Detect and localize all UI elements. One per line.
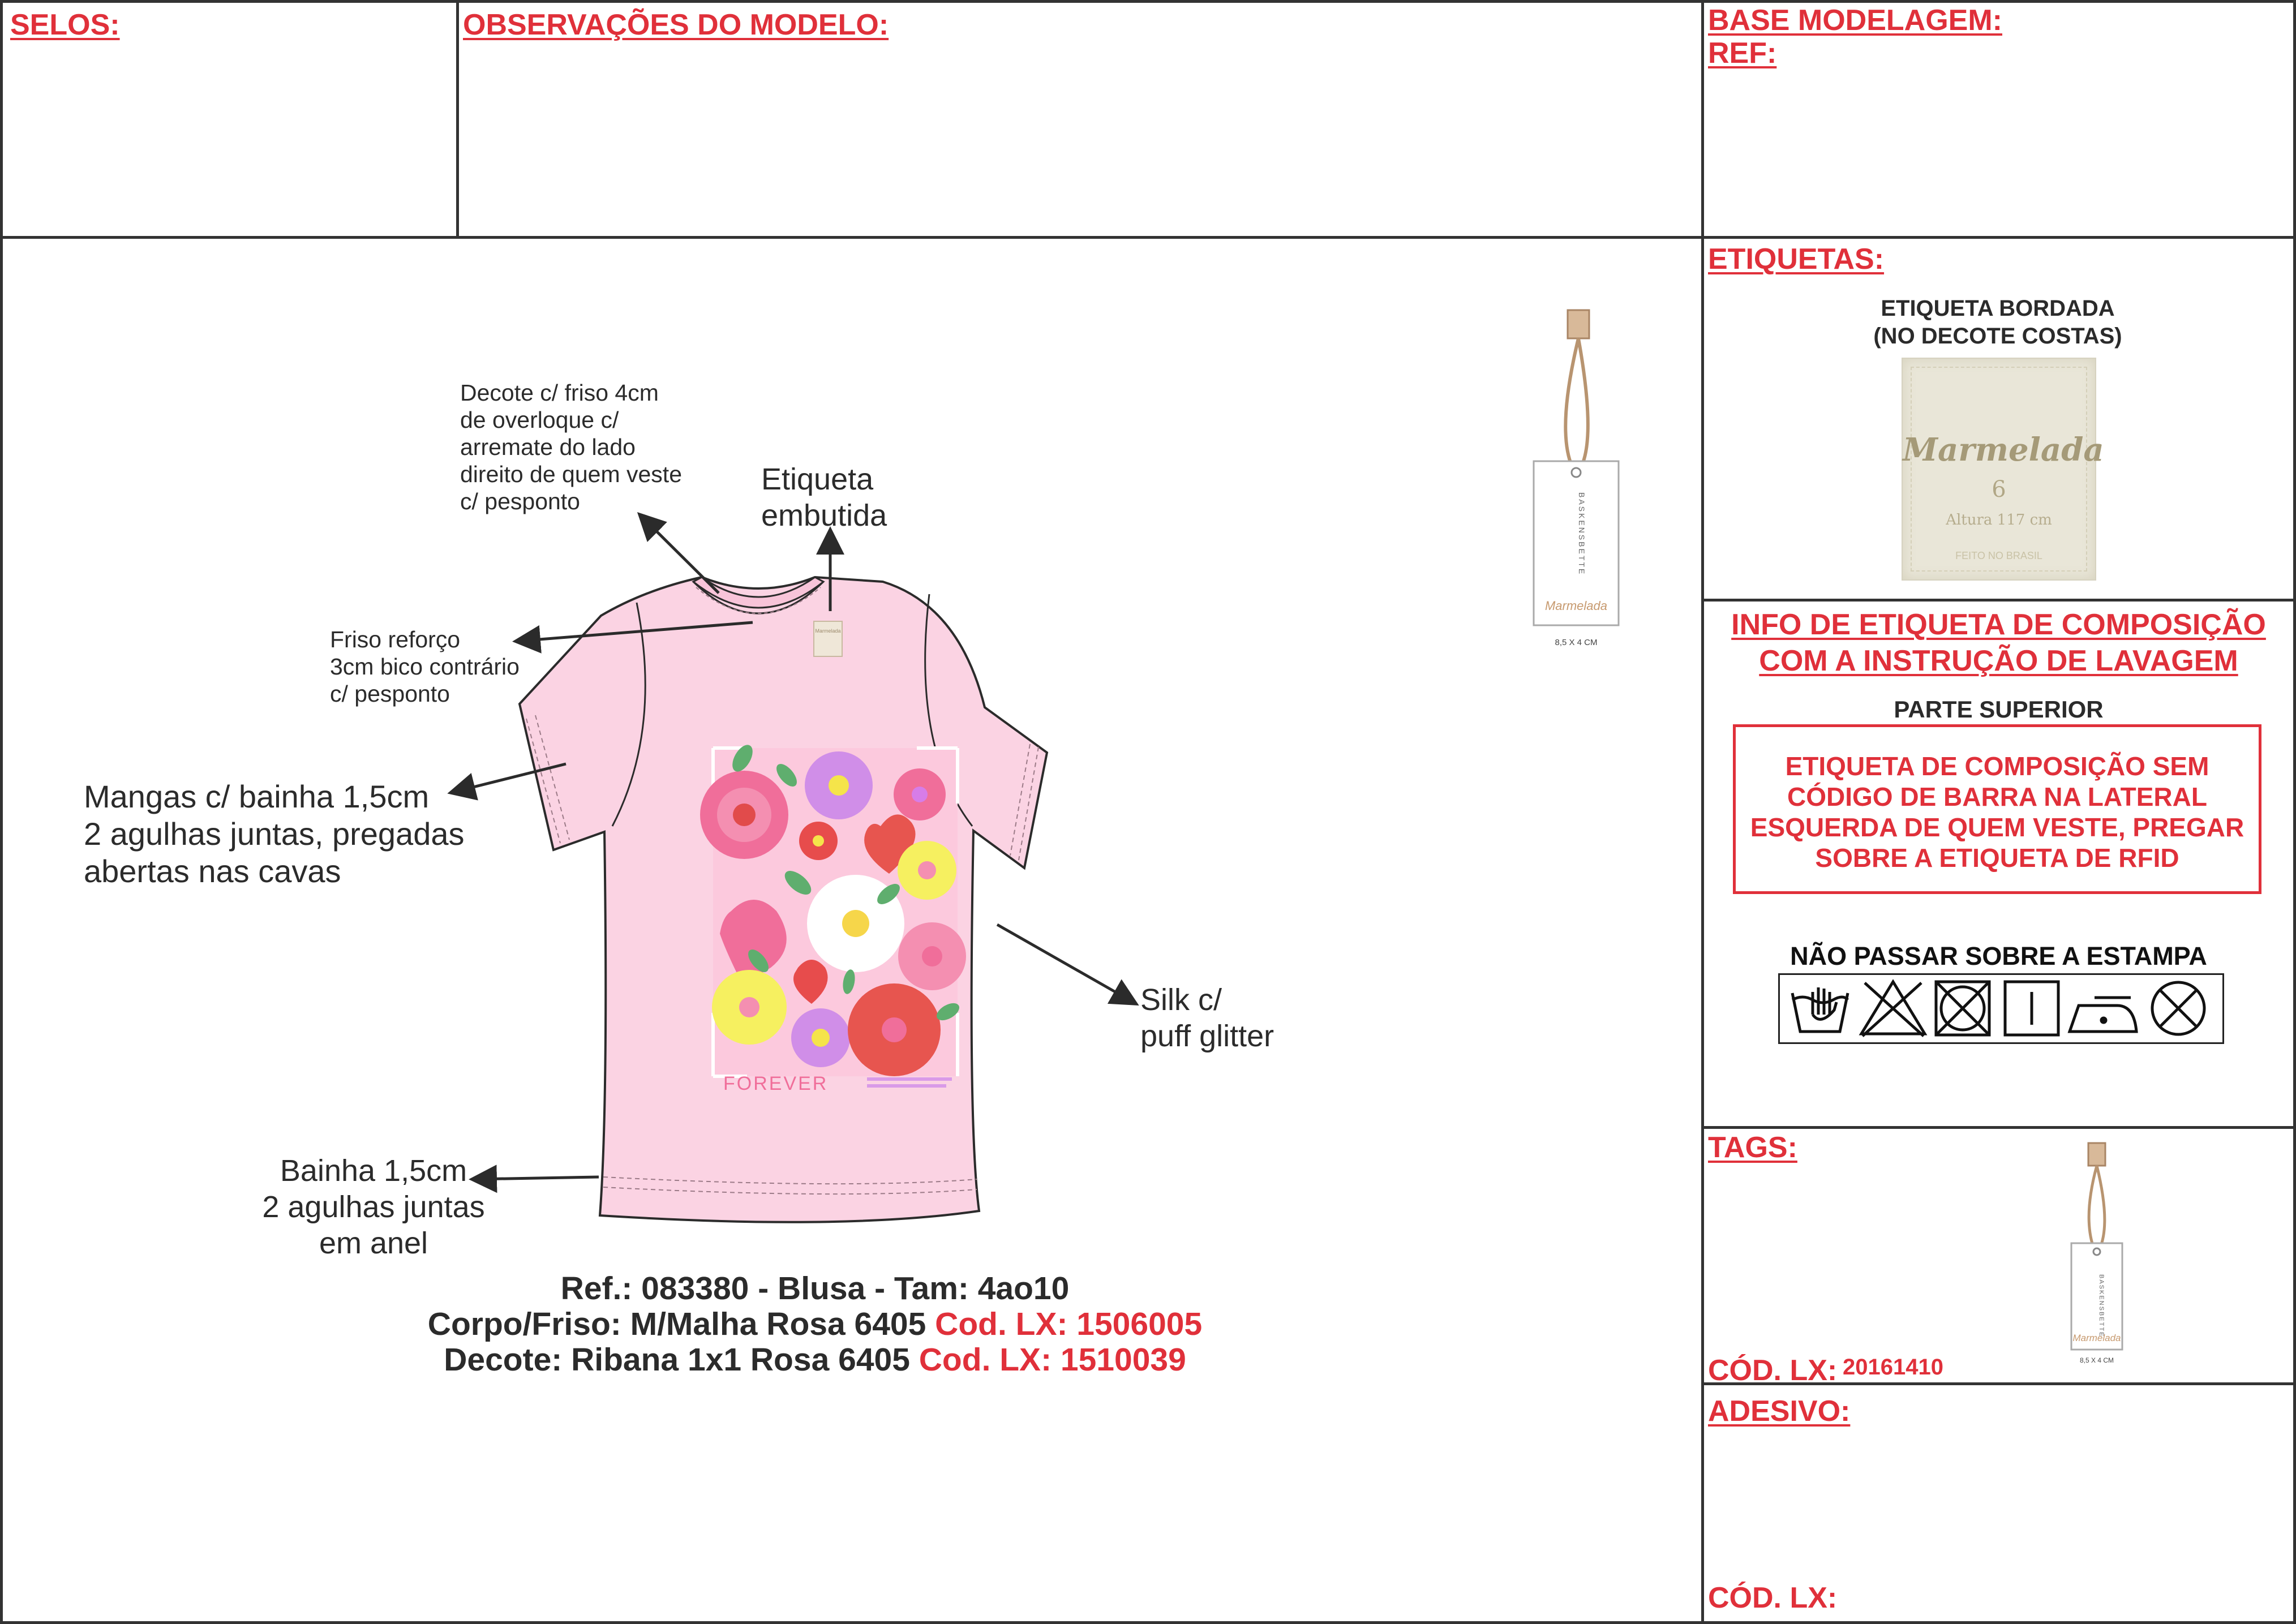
annotation-mangas-line: Mangas c/ bainha 1,5cm [84,779,430,814]
annotation-decote-line: arremate do lado [460,434,636,460]
spec-corpo-cod: Cod. LX: 1506005 [935,1306,1203,1342]
embroidered-label-size: 6 [1992,476,2006,502]
embroidered-label-made: FEITO NO BRASIL [1955,550,2042,561]
annotation-bainha-line: em anel [319,1226,428,1260]
annotation-decote-line: direito de quem veste [460,461,683,487]
spec-decote-cod: Cod. LX: 1510039 [919,1342,1186,1378]
etiqueta-bordada-line1: ETIQUETA BORDADA [1881,296,2115,321]
annotation-decote-line: de overloque c/ [460,407,619,433]
annotation-mangas-line: 2 agulhas juntas, pregadas [84,816,465,852]
hang-tag-large-brand: Marmelada [1544,599,1608,613]
embroidered-label [1902,358,2104,581]
base-modelagem-title: BASE MODELAGEM: [1708,4,2002,37]
hang-tag-small-brand: Marmelada [2072,1333,2121,1343]
neck-label-text: Marmelada [815,628,841,634]
observacoes-title: OBSERVAÇÕES DO MODELO: [463,8,889,41]
composicao-title-line1: INFO DE ETIQUETA DE COMPOSIÇÃO [1731,608,2266,641]
low-iron-icon [2070,998,2136,1032]
annotation-friso-line: c/ pesponto [330,681,450,707]
parte-superior: PARTE SUPERIOR [1894,696,2104,723]
composicao-box-line4: SOBRE A ETIQUETA DE RFID [1815,843,2179,873]
spec-corpo-text: Corpo/Friso: M/Malha Rosa 6405 [427,1306,935,1342]
hang-tag-large-vertical: BASKENSBETTE [1577,492,1586,576]
no-tumble-dry-icon [1936,982,1989,1035]
annotation-etiqueta [761,461,887,534]
annotation-silk [1140,982,1274,1054]
annotation-mangas [84,778,465,890]
divider-etiquetas [1701,599,2296,602]
hand-wash-icon [1792,987,1848,1032]
annotation-silk-line: Silk c/ [1140,983,1222,1017]
tags-cod-label: CÓD. LX: [1708,1354,1838,1387]
composicao-title-line2: COM A INSTRUÇÃO DE LAVAGEM [1759,645,2238,677]
embroidered-label-brand: Marmelada [1903,431,2104,469]
tags-title: TAGS: [1708,1131,1797,1164]
annotation-bainha [238,1153,509,1261]
hang-tag-small-vertical: BASKENSBETTE [2098,1274,2105,1338]
annotation-friso-line: 3cm bico contrário [330,654,520,680]
annotation-mangas-line: abertas nas cavas [84,853,341,889]
etiqueta-bordada-line2: (NO DECOTE COSTAS) [1873,324,2122,349]
line-dry-icon [2005,982,2058,1035]
annotation-decote [460,379,682,515]
embroidered-label-height: Altura 117 cm [1946,512,2052,529]
selos-title: SELOS: [10,8,120,41]
annotation-friso [330,626,520,707]
annotation-arrows [0,0,1358,1075]
annotation-decote-line: c/ pesponto [460,488,580,514]
composicao-box-line3: ESQUERDA DE QUEM VESTE, PREGAR [1750,813,2244,842]
hang-tag-large-size: 8,5 X 4 CM [1555,638,1598,647]
composicao-box-line2: CÓDIGO DE BARRA NA LATERAL [1787,782,2207,811]
spec-ref-line: Ref.: 083380 - Blusa - Tam: 4ao10 [560,1270,1070,1307]
adesivo-cod-label: CÓD. LX: [1708,1582,1838,1614]
annotation-bainha-line: Bainha 1,5cm [280,1154,467,1188]
etiquetas-title: ETIQUETAS: [1708,243,1885,276]
tags-cod-value: 20161410 [1843,1355,1943,1380]
divider-composicao [1701,1126,2296,1129]
spec-decote-text: Decote: Ribana 1x1 Rosa 6405 [444,1342,919,1378]
annotation-etiqueta-line: Etiqueta [761,462,874,496]
composicao-box-line1: ETIQUETA DE COMPOSIÇÃO SEM [1785,751,2209,781]
no-dry-clean-icon [2152,982,2204,1034]
border-right [2293,0,2296,1624]
adesivo-title: ADESIVO: [1708,1395,1851,1428]
no-bleach-icon [1861,982,1925,1036]
ref-title: REF: [1708,37,1777,70]
care-symbols [1778,973,2224,1044]
spec-corpo-line [306,1305,1324,1343]
spec-decote-line [306,1341,1324,1378]
print-word: FOREVER [723,1073,829,1094]
hang-tag-small [2066,1138,2128,1376]
divider-right-column [1701,0,1704,1624]
composicao-warning-box [1733,724,2261,894]
annotation-decote-line: Decote c/ friso 4cm [460,380,659,406]
hang-tag-large [1522,306,1619,656]
annotation-etiqueta-line: embutida [761,499,887,532]
border-bottom [0,1621,2296,1624]
nao-passar-text: NÃO PASSAR SOBRE A ESTAMPA [1790,942,2207,970]
annotation-friso-line: Friso reforço [330,626,461,652]
hang-tag-small-size: 8,5 X 4 CM [2079,1356,2114,1364]
annotation-silk-line: puff glitter [1140,1019,1274,1053]
annotation-bainha-line: 2 agulhas juntas [262,1190,485,1224]
